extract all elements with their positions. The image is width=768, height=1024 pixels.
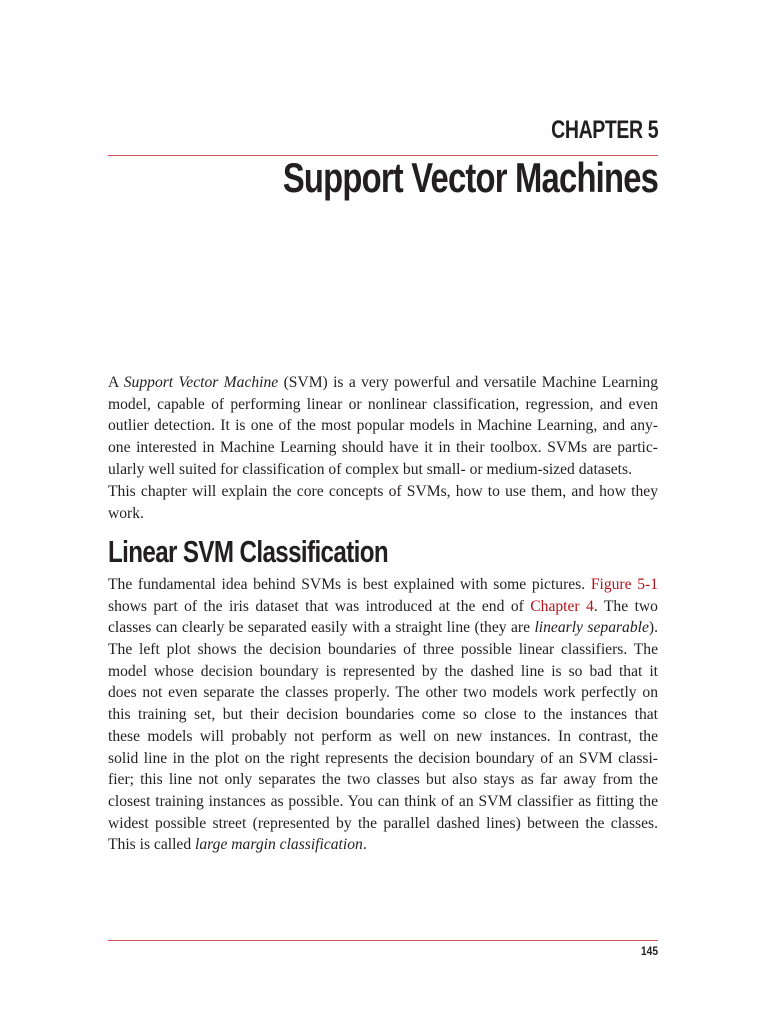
intro-paragraph (108, 372, 658, 480)
text-span: (SVM) is a very powerful and versatile Machine Learning (278, 374, 658, 391)
text-span: model, capable of performing linear or nonlinear classification, regression, and even (108, 395, 658, 413)
text-line (108, 574, 658, 596)
text-line (108, 503, 658, 525)
page-number: 145 (640, 944, 658, 958)
text-span: . (362, 836, 367, 854)
text-line (108, 481, 658, 503)
text-span: The left plot shows the decision boundaries of three possible linear classifiers. The (108, 641, 658, 659)
text-line (108, 704, 658, 726)
text-span: outlier detection. It is one of the most popular models in Machine Learning, and any- (108, 417, 658, 435)
overview-paragraph (108, 481, 658, 524)
text-span: ). (648, 619, 659, 637)
cross-reference-link[interactable]: Figure 5-1 (590, 576, 658, 593)
text-line (108, 834, 658, 856)
text-span: fier; this line not only separates the two classes but also stays as far away from the (108, 771, 658, 789)
text-line (108, 726, 658, 748)
text-line (108, 639, 658, 661)
emphasis-text: linearly separable (534, 619, 649, 637)
text-span: shows part of the iris dataset that was introduced at the end of (108, 597, 531, 615)
emphasis-text: large margin classification (195, 836, 363, 854)
text-line (108, 459, 658, 481)
text-line (108, 661, 658, 683)
text-line (108, 437, 658, 459)
text-line (108, 394, 658, 416)
text-span: A (108, 374, 124, 391)
text-span: widest possible street (represented by the parallel dashed lines) between the classes. (108, 814, 658, 832)
text-span: solid line in the plot on the right represents the decision boundary of an SVM classi- (108, 749, 658, 767)
text-line (108, 415, 658, 437)
footer-rule (108, 940, 658, 941)
text-line (108, 748, 658, 770)
text-span: The fundamental idea behind SVMs is best explained with some pictures. (108, 576, 591, 593)
text-span: closest training instances as possible. You can think of an SVM classifier as fitting the (108, 792, 658, 810)
text-span: one interested in Machine Learning should have it in their toolbox. SVMs are partic- (108, 439, 658, 457)
text-line (108, 791, 658, 813)
text-span: This is called (108, 836, 196, 854)
text-span: work. (108, 504, 144, 522)
text-line (108, 769, 658, 791)
text-line (108, 682, 658, 704)
text-span: these models will probably not perform as well on new instances. In contrast, the (108, 727, 658, 745)
cross-reference-link[interactable]: Chapter 4 (530, 597, 594, 615)
section-heading: Linear SVM Classification (108, 534, 389, 569)
text-span: does not even separate the classes properly. The other two models work perfectly on (108, 684, 658, 702)
text-span: . The two (593, 597, 658, 615)
text-line (108, 617, 658, 639)
text-span: This chapter will explain the core concepts of SVMs, how to use them, and how they (108, 483, 658, 500)
text-line (108, 596, 658, 618)
text-span: model whose decision boundary is represented by the dashed line is so bad that it (108, 662, 658, 680)
text-line (108, 372, 658, 394)
text-line (108, 813, 658, 835)
chapter-title: Support Vector Machines (282, 154, 658, 201)
emphasis-text: Support Vector Machine (123, 374, 279, 391)
chapter-label: CHAPTER 5 (550, 116, 658, 144)
section-paragraph (108, 574, 658, 856)
text-span: ularly well suited for classification of complex but small- or medium-sized datasets. (108, 460, 632, 478)
text-span: classes can clearly be separated easily with a straight line (they are (108, 619, 535, 637)
text-span: this training set, but their decision boundaries come so close to the instances that (108, 706, 658, 724)
